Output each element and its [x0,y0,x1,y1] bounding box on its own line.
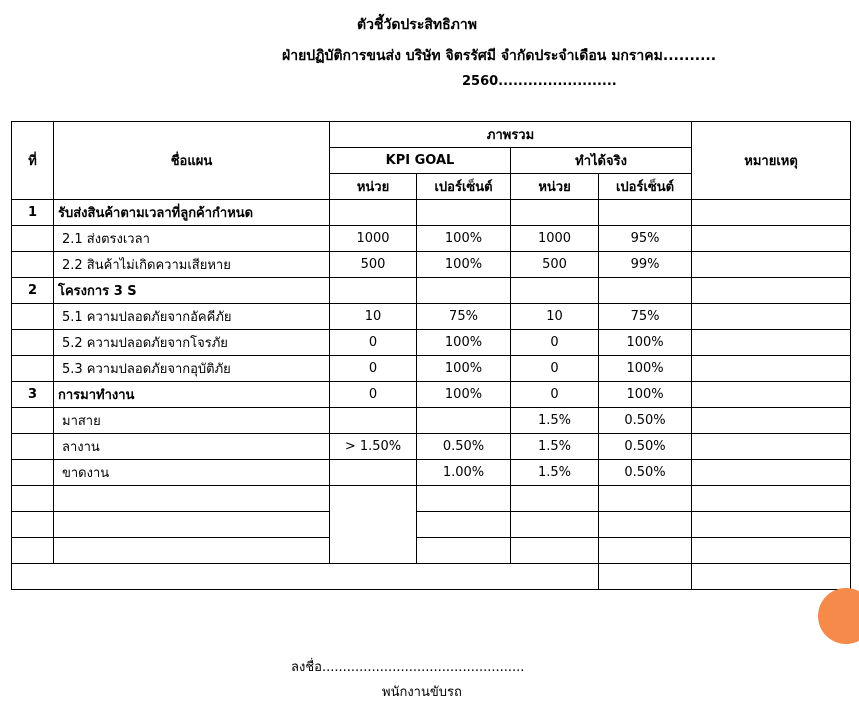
row-goal-unit [330,278,417,304]
row-no [12,408,54,434]
row-goal-unit [330,200,417,226]
blank-cell [511,486,599,512]
row-goal-percent [417,278,511,304]
row-remark [692,382,851,408]
row-goal-percent: 100% [417,226,511,252]
header-plan: ชื่อแผน [54,122,330,200]
row-remark [692,226,851,252]
blank-cell [511,512,599,538]
blank-row [12,512,851,538]
table-row [12,278,851,304]
header-goal-unit: หน่วย [330,174,417,200]
row-actual-percent: 100% [599,382,692,408]
table-row [12,434,851,460]
blank-row [12,564,851,590]
row-actual-percent [599,278,692,304]
blank-cell [599,564,692,590]
blank-cell [599,538,692,564]
row-goal-unit: 0 [330,330,417,356]
kpi-table [11,121,851,590]
header-goal-percent: เปอร์เซ็นต์ [417,174,511,200]
blank-merged-cell [12,564,599,590]
row-actual-percent: 75% [599,304,692,330]
row-actual-percent [599,200,692,226]
row-remark [692,408,851,434]
header-remark: หมายเหตุ [692,122,851,200]
row-no: 1 [12,200,54,226]
row-actual-unit: 0 [511,382,599,408]
row-actual-percent: 0.50% [599,408,692,434]
row-goal-unit [330,460,417,486]
row-goal-percent: 75% [417,304,511,330]
row-remark [692,356,851,382]
row-plan: ขาดงาน [54,460,330,486]
row-plan: 5.2 ความปลอดภัยจากโจรภัย [54,330,330,356]
blank-row [12,486,851,512]
row-goal-percent: 100% [417,252,511,278]
blank-merged-cell [330,486,417,564]
row-no [12,252,54,278]
blank-cell [417,538,511,564]
blank-cell [599,512,692,538]
row-plan: 2.1 ส่งตรงเวลา [54,226,330,252]
row-actual-unit [511,200,599,226]
row-remark [692,330,851,356]
blank-cell [12,486,54,512]
blank-row [12,538,851,564]
blank-cell [417,486,511,512]
row-no [12,304,54,330]
table-row [12,382,851,408]
row-actual-unit: 1.5% [511,460,599,486]
row-goal-unit: 500 [330,252,417,278]
row-goal-unit [330,408,417,434]
row-goal-percent: 100% [417,382,511,408]
table-row [12,200,851,226]
table-row [12,226,851,252]
row-remark [692,460,851,486]
document-subtitle: ฝ่ายปฏิบัติการขนส่ง บริษัท จิตรรัศมี จำกัดประจำเดือน มกราคม.......... [282,48,717,64]
blank-cell [54,512,330,538]
decorative-circle [818,588,859,644]
row-goal-unit: 1000 [330,226,417,252]
row-remark [692,434,851,460]
row-plan: การมาทำงาน [54,382,330,408]
row-plan: โครงการ 3 S [54,278,330,304]
row-actual-unit: 0 [511,330,599,356]
row-actual-unit: 1000 [511,226,599,252]
row-plan: 5.1 ความปลอดภัยจากอัคคีภัย [54,304,330,330]
blank-cell [692,486,851,512]
row-actual-percent: 0.50% [599,434,692,460]
row-goal-percent [417,200,511,226]
row-plan: รับส่งสินค้าตามเวลาที่ลูกค้ากำหนด [54,200,330,226]
row-actual-percent: 95% [599,226,692,252]
row-goal-percent: 100% [417,330,511,356]
row-remark [692,252,851,278]
row-actual-unit: 1.5% [511,434,599,460]
row-actual-unit: 1.5% [511,408,599,434]
header-actual: ทำได้จริง [511,148,692,174]
row-goal-percent: 1.00% [417,460,511,486]
row-goal-percent: 100% [417,356,511,382]
header-actual-percent: เปอร์เซ็นต์ [599,174,692,200]
row-actual-unit: 10 [511,304,599,330]
row-actual-percent: 99% [599,252,692,278]
row-remark [692,278,851,304]
row-no [12,356,54,382]
header-no: ที่ [12,122,54,200]
row-no [12,460,54,486]
row-goal-unit: 0 [330,356,417,382]
table-row [12,408,851,434]
document-title: ตัวชี้วัดประสิทธิภาพ [357,17,477,33]
blank-cell [692,538,851,564]
row-actual-unit: 0 [511,356,599,382]
row-plan: มาสาย [54,408,330,434]
row-goal-unit: 10 [330,304,417,330]
table-row [12,304,851,330]
blank-cell [417,512,511,538]
header-overall: ภาพรวม [330,122,692,148]
blank-cell [692,512,851,538]
blank-cell [54,486,330,512]
row-no [12,226,54,252]
table-row [12,460,851,486]
table-row [12,330,851,356]
header-actual-unit: หน่วย [511,174,599,200]
row-plan: 5.3 ความปลอดภัยจากอุบัติภัย [54,356,330,382]
row-no: 3 [12,382,54,408]
document-year: 2560........................ [462,74,617,89]
row-goal-unit: 0 [330,382,417,408]
table-row [12,252,851,278]
blank-cell [599,486,692,512]
header-kpi-goal: KPI GOAL [330,148,511,174]
row-actual-unit [511,278,599,304]
row-goal-percent [417,408,511,434]
row-plan: ลางาน [54,434,330,460]
signature-line: ลงชื่อ................................................. [291,660,525,675]
row-no [12,330,54,356]
row-actual-percent: 100% [599,356,692,382]
row-goal-percent: 0.50% [417,434,511,460]
table-row [12,356,851,382]
row-no: 2 [12,278,54,304]
row-no [12,434,54,460]
row-goal-unit: > 1.50% [330,434,417,460]
row-actual-percent: 0.50% [599,460,692,486]
blank-cell [511,538,599,564]
row-remark [692,200,851,226]
blank-cell [54,538,330,564]
signature-role: พนักงานขับรถ [382,685,462,700]
row-remark [692,304,851,330]
row-plan: 2.2 สินค้าไม่เกิดความเสียหาย [54,252,330,278]
row-actual-percent: 100% [599,330,692,356]
blank-cell [692,564,851,590]
blank-cell [12,538,54,564]
row-actual-unit: 500 [511,252,599,278]
blank-cell [12,512,54,538]
